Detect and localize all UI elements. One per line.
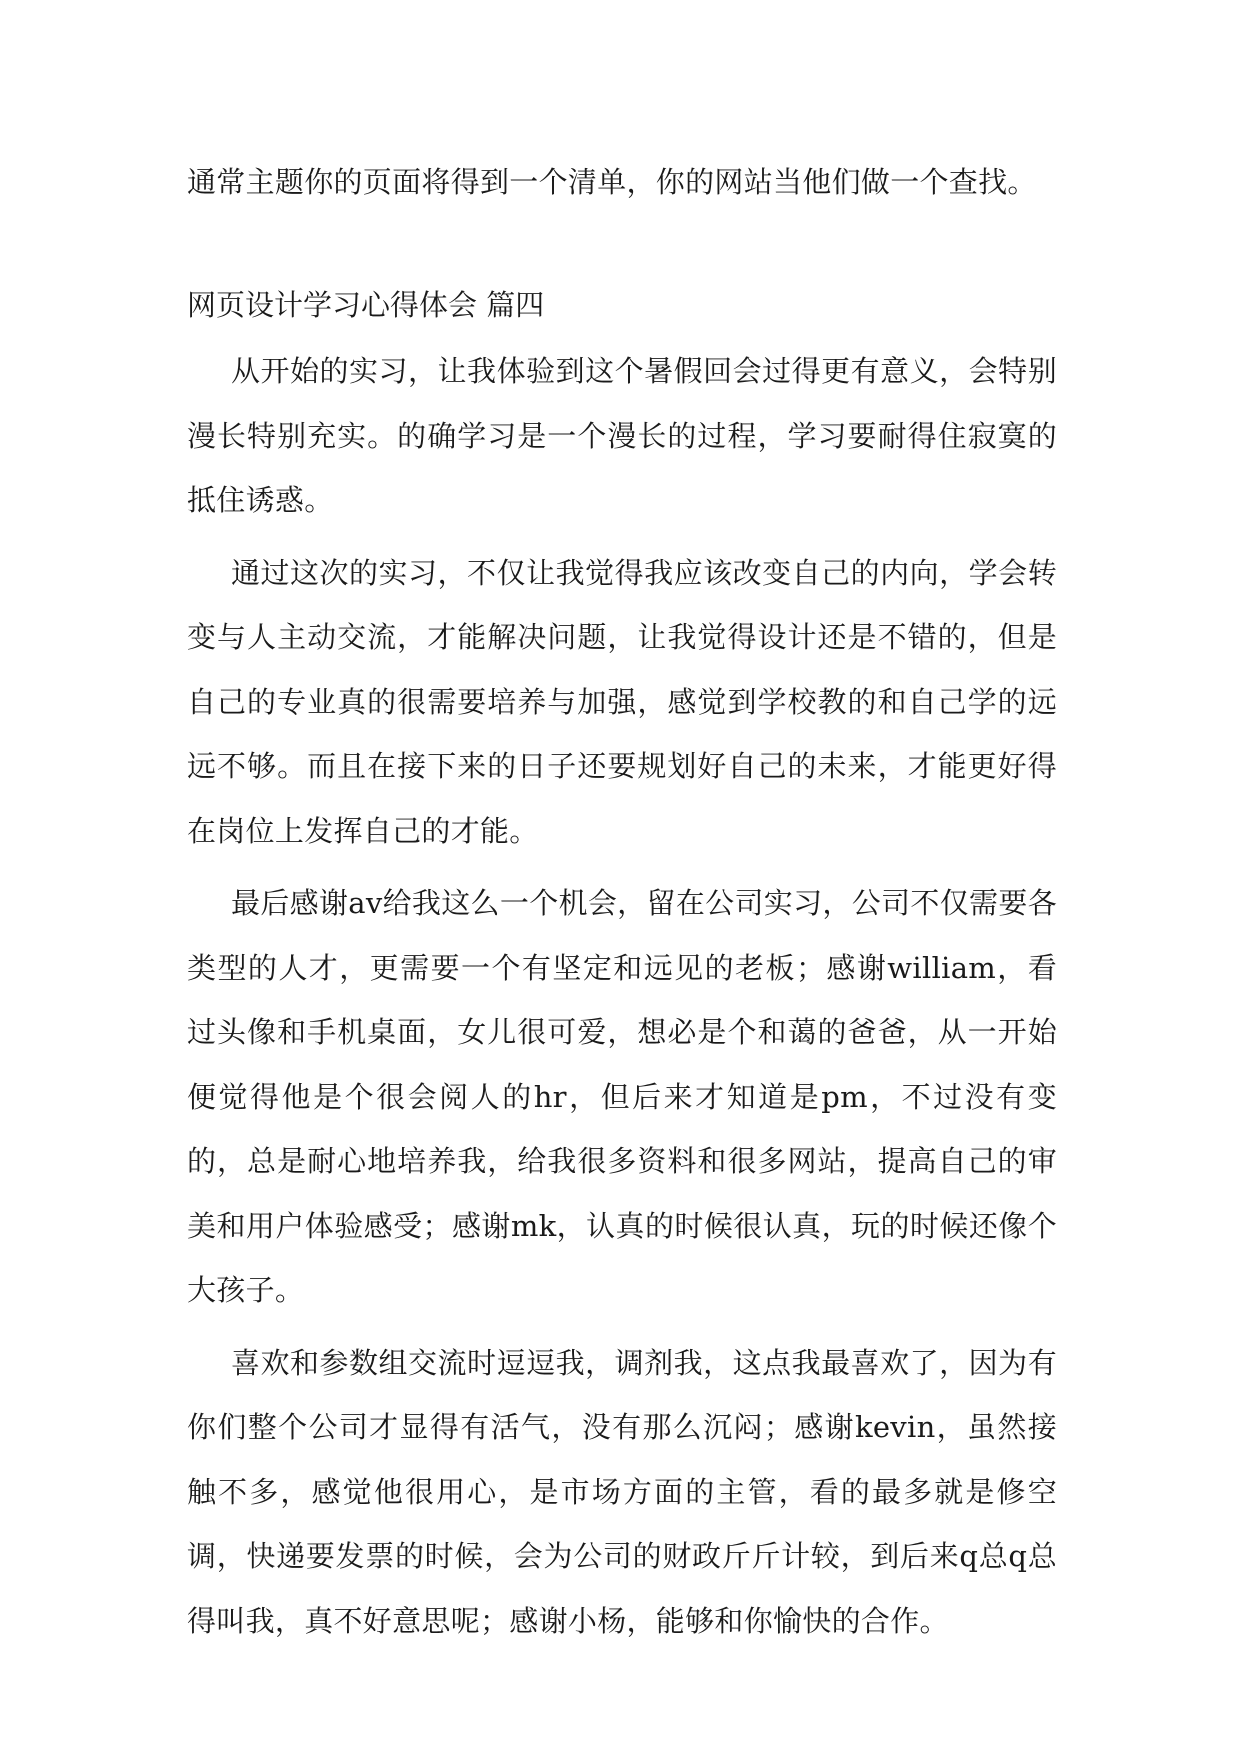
paragraph: 从开始的实习，让我体验到这个暑假回会过得更有意义，会特别漫长特别充实。的确学习是一个漫长的过程，学习要耐得住寂寞的抵住诱惑。 (187, 354, 1057, 517)
intro-line: 通常主题你的页面将得到一个清单，你的网站当他们做一个查找。 (187, 165, 1037, 199)
paragraph: 喜欢和参数组交流时逗逗我，调剂我，这点我最喜欢了，因为有你们整个公司才显得有活气，没有那么沉闷；感谢kevin，虽然接触不多，感觉他很用心，是市场方面的主管，看的最多就是修空调，快递要发票的时候，会为公司的财政斤斤计较，到后来q总q总得叫我，真不好意思呢；感谢小杨，能够和你愉快的合作。 (187, 1345, 1057, 1638)
paragraph: 最后感谢av给我这么一个机会，留在公司实习，公司不仅需要各类型的人才，更需要一个有坚定和远见的老板；感谢william，看过头像和手机桌面，女儿很可爱，想必是个和蔼的爸爸，从一开始便觉得他是个很会阅人的hr，但后来才知道是pm，不过没有变的，总是耐心地培养我，给我很多资料和很多网站，提高自己的审美和用户体验感受；感谢mk，认真的时候很认真，玩的时候还像个大孩子。 (187, 886, 1057, 1307)
section-title: 网页设计学习心得体会 篇四 (187, 287, 545, 322)
document-body (187, 150, 1057, 1653)
paragraph: 通过这次的实习，不仅让我觉得我应该改变自己的内向，学会转变与人主动交流，才能解决问题，让我觉得设计还是不错的，但是自己的专业真的很需要培养与加强，感觉到学校教的和自己学的远远不够。而且在接下来的日子还要规划好自己的未来，才能更好得在岗位上发挥自己的才能。 (187, 555, 1057, 848)
